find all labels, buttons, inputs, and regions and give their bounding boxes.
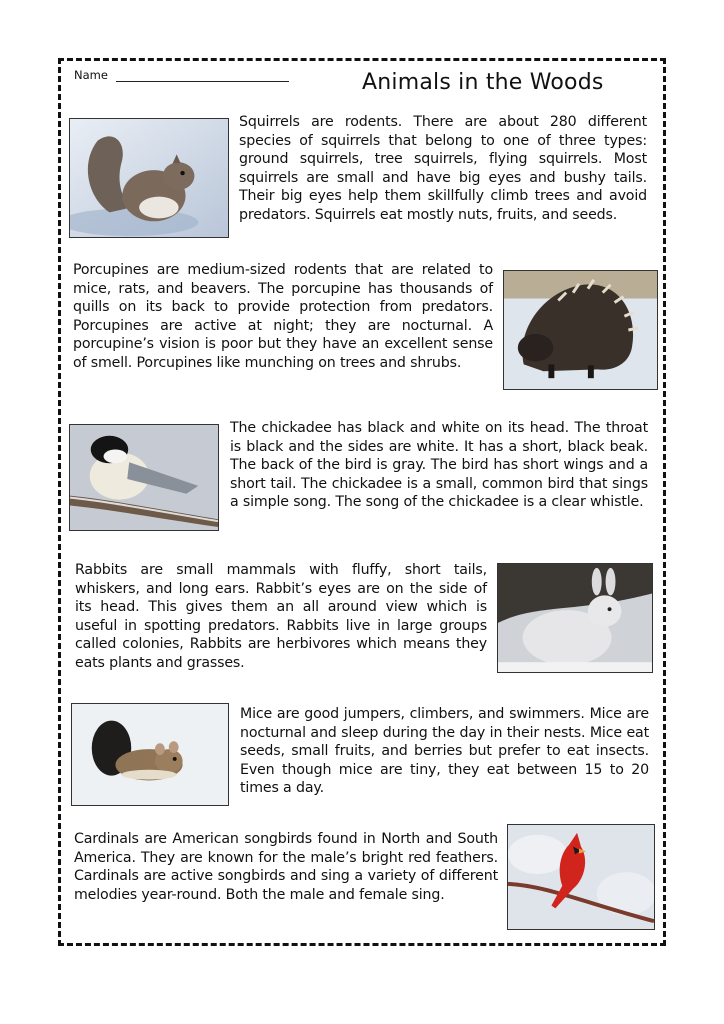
cardinal-paragraph: Cardinals are American songbirds found in North and South America. They are known for the male’s bright red feathers. Cardinals are active songbirds and sing a variety of different melodies year-round. Both the male and female sing.: [74, 831, 498, 903]
squirrel-photo: [69, 118, 229, 238]
porcupine-photo: [503, 270, 658, 390]
mouse-photo: [71, 703, 229, 806]
name-blank-line[interactable]: [116, 81, 289, 82]
name-label: Name: [74, 68, 108, 82]
rabbit-photo: [497, 563, 653, 673]
mouse-paragraph: Mice are good jumpers, climbers, and swimmers. Mice are nocturnal and sleep during the day in their nests. Mice eat seeds, small fruits, and berries but prefer to eat insects. Even though mice are tiny, they eat between 15 to 20 times a day.: [240, 706, 649, 797]
squirrel-paragraph: Squirrels are rodents. There are about 280 different species of squirrels that belong to one of three types: ground squirrels, tree squirrels, flying squirrels. Most squirrels are small and have big eyes and bushy tails. Their big eyes help them skillfully climb trees and avoid predators. Squirrels eat mostly nuts, fruits, and seeds.: [239, 114, 647, 223]
porcupine-paragraph: Porcupines are medium-sized rodents that are related to mice, rats, and beavers. The porcupine has thousands of quills on its back to provide protection from predators. Porcupines are active at night; they are nocturnal. A porcupine’s vision is poor but they have an excellent sense of smell. Porcupines like munching on trees and shrubs.: [73, 262, 493, 371]
rabbit-paragraph: Rabbits are small mammals with fluffy, short tails, whiskers, and long ears. Rabbit’s eyes are on the side of its head. This gives them an all around view which is useful in spotting predators. Rabbits live in large groups called colonies, Rabbits are herbivores which means they eats plants and grasses.: [75, 562, 487, 671]
chickadee-paragraph: The chickadee has black and white on its head. The throat is black and the sides are white. It has a short, black beak. The back of the bird is gray. The bird has short wings and a short tail. The chickadee is a small, common bird that sings a simple song. The song of the chickadee is a clear whistle.: [230, 420, 648, 511]
worksheet-title: Animals in the Woods: [362, 70, 604, 95]
cardinal-photo: [507, 824, 655, 930]
chickadee-photo: [69, 424, 219, 531]
